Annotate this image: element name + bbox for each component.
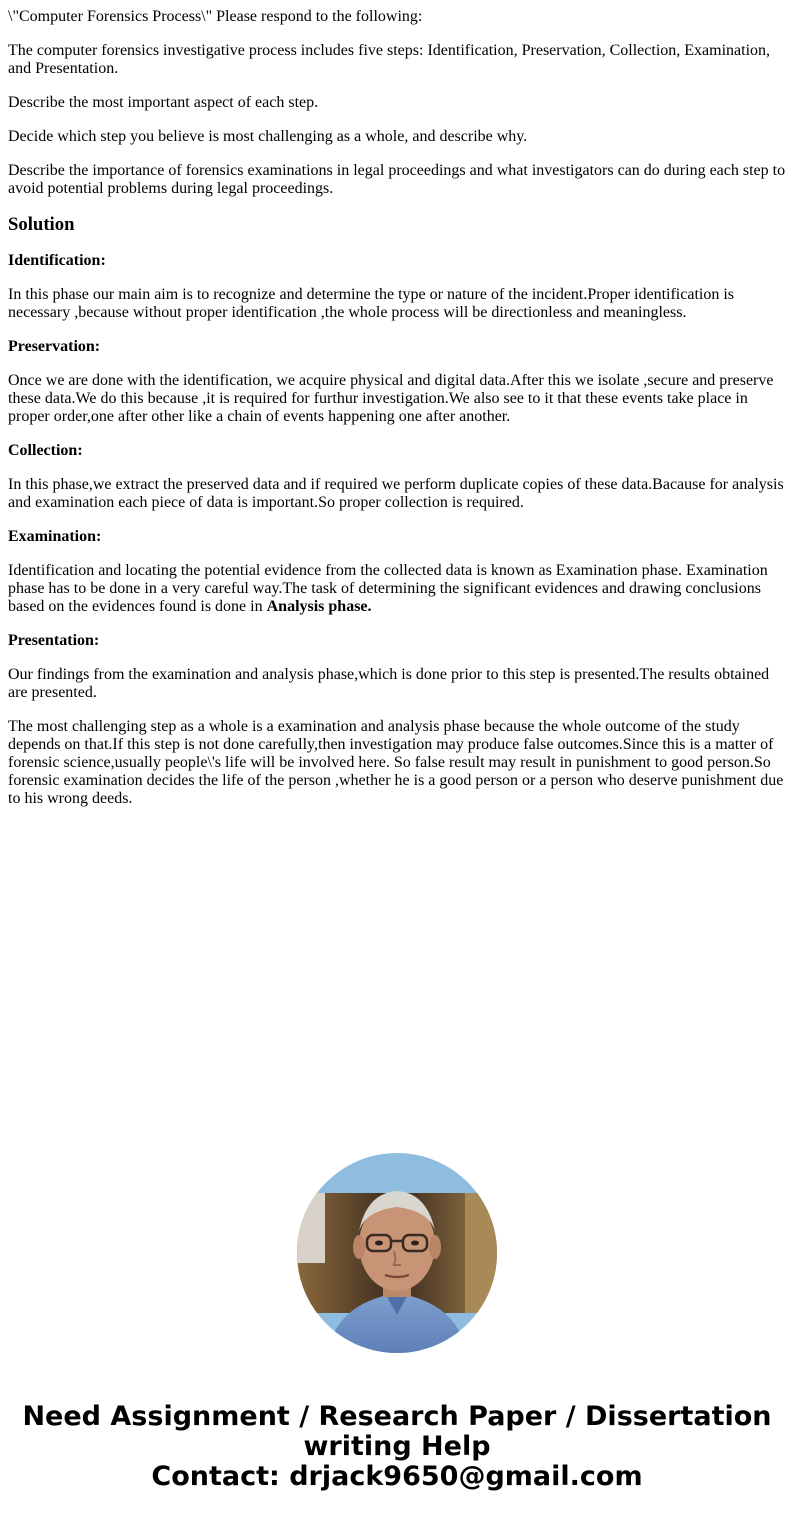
examination-label: Examination: bbox=[8, 528, 102, 545]
promo-contact: Contact: drjack9650@gmail.com bbox=[151, 1461, 643, 1492]
question-task-1: Describe the most important aspect of each step. bbox=[8, 94, 319, 111]
question-steps: The computer forensics investigative process includes five steps: Identification, Preservation, Collection, Examination, and Presentation. bbox=[8, 42, 771, 77]
identification-label: Identification: bbox=[8, 252, 106, 269]
preservation-text: Once we are done with the identification, we acquire physical and digital data.After this we isolate ,secure and preserve these data.We do this because ,it is required for furthur investigation.We also see to it that these events take place in proper order,one after other like a chain of events happening one after another. bbox=[8, 372, 774, 425]
question-task-3: Describe the importance of forensics examinations in legal proceedings and what investigators can do during each step to avoid potential problems during legal proceedings. bbox=[8, 162, 786, 197]
author-portrait-image bbox=[297, 1153, 497, 1353]
collection-text: In this phase,we extract the preserved data and if required we perform duplicate copies of these data.Bacause for analysis and examination each piece of data is important.So proper collection is required. bbox=[8, 476, 784, 511]
question-task-2: Decide which step you believe is most challenging as a whole, and describe why. bbox=[8, 128, 528, 145]
conclusion-text: The most challenging step as a whole is a examination and analysis phase because the whole outcome of the study depends on that.If this step is not done carefully,then investigation may produce false outcomes.Since this is a matter of forensic science,usually people\'s life will be involved here. So false result may result in punishment to good person.So forensic examination decides the life of the person ,whether he is a good person or a person who deserve punishment due to his wrong deeds. bbox=[8, 718, 784, 807]
promo-line-1: Need Assignment / Research Paper / Dissertation bbox=[22, 1401, 772, 1432]
collection-label: Collection: bbox=[8, 442, 83, 459]
promo-line-2: writing Help bbox=[303, 1431, 491, 1462]
examination-paragraph bbox=[8, 562, 786, 616]
identification-text: In this phase our main aim is to recognize and determine the type or nature of the incident.Proper identification is necessary ,because without proper identification ,the whole process will be directionless and meaningless. bbox=[8, 286, 734, 321]
examination-text: Identification and locating the potential evidence from the collected data is known as Examination phase. Examination phase has to be done in a very careful way.The task of determining the significant evidences and drawing conclusions based on the evidences found is done in bbox=[8, 562, 768, 615]
promo-banner bbox=[0, 1402, 794, 1492]
presentation-label: Presentation: bbox=[8, 632, 100, 649]
question-intro: \"Computer Forensics Process\" Please respond to the following: bbox=[8, 8, 423, 25]
preservation-label: Preservation: bbox=[8, 338, 101, 355]
solution-heading: Solution bbox=[8, 214, 75, 235]
analysis-phase-emphasis: Analysis phase. bbox=[266, 598, 372, 615]
author-avatar bbox=[297, 1153, 497, 1353]
presentation-text: Our findings from the examination and analysis phase,which is done prior to this step is presented.The results obtained are presented. bbox=[8, 666, 770, 701]
